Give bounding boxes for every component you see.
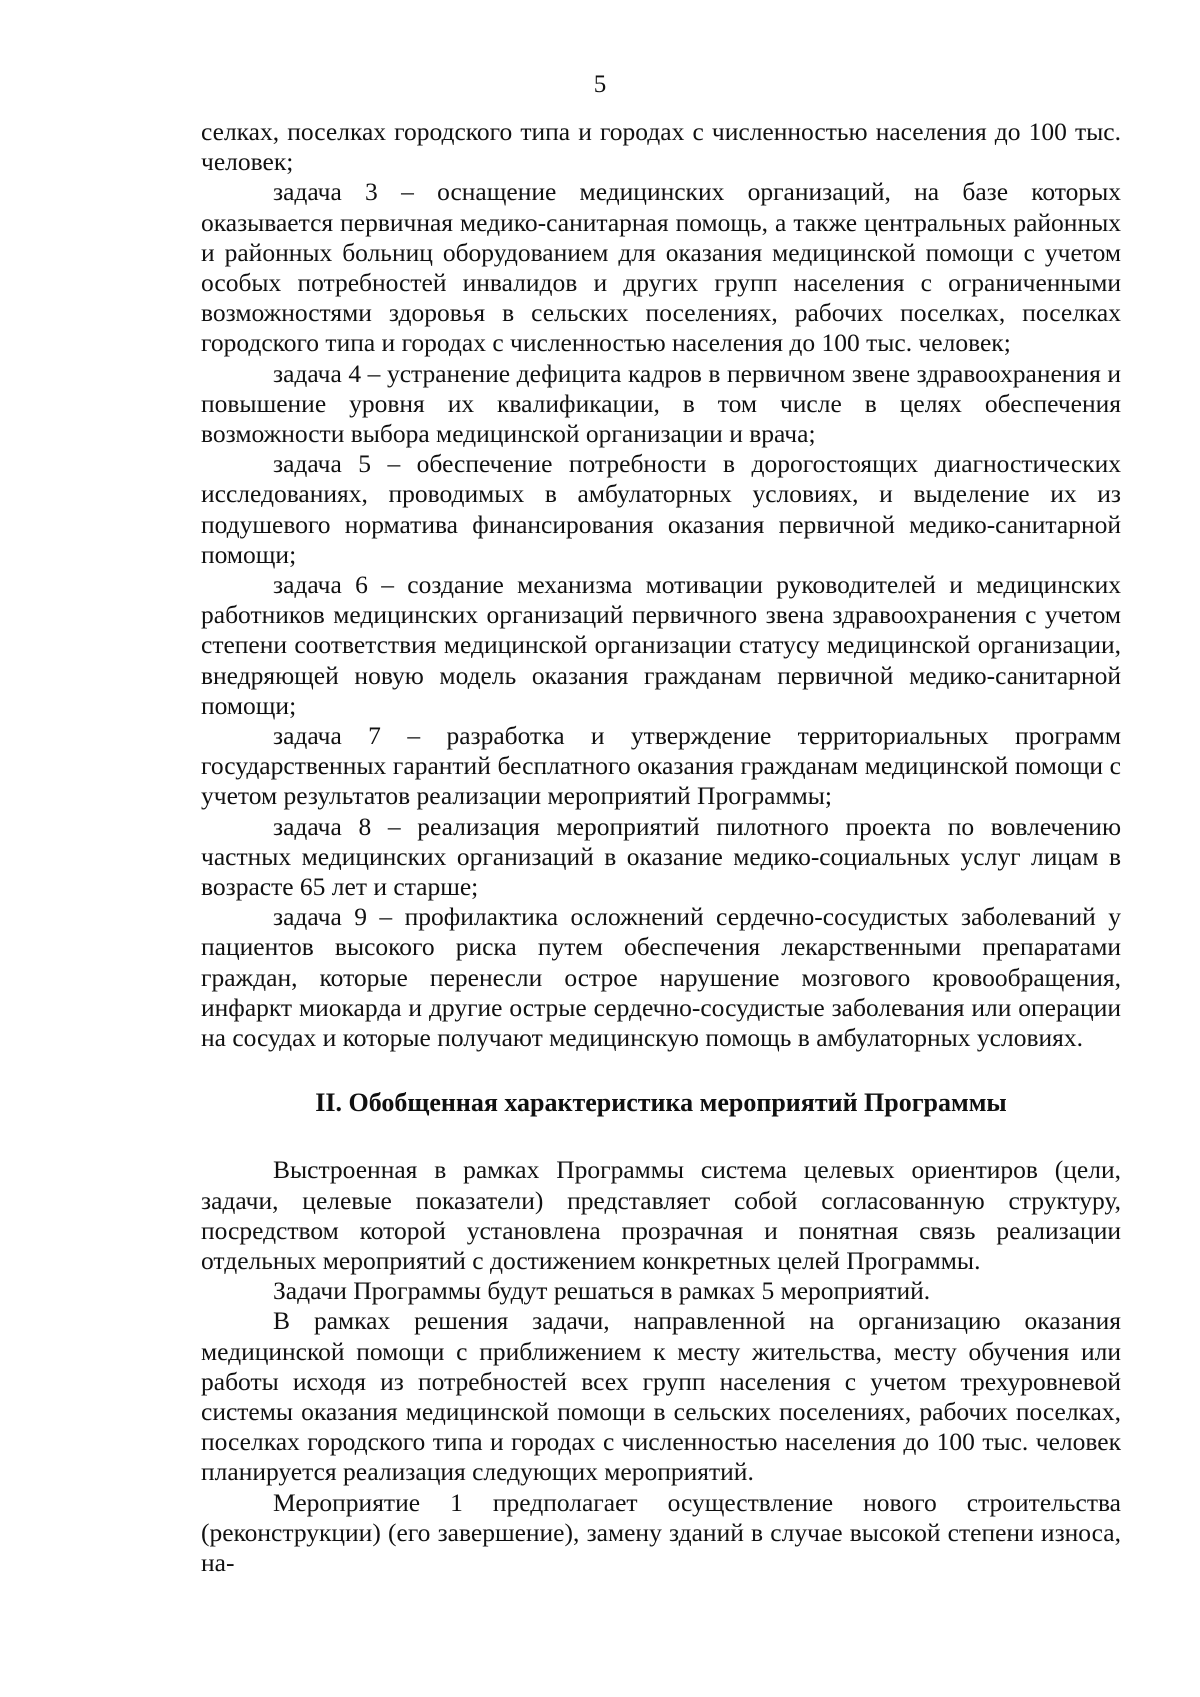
paragraph-task-8: задача 8 – реализация мероприятий пилотного проекта по вовлечению частных медицинских организаций в оказание медико-социальных услуг лицам в возрасте 65 лет и старше; <box>201 811 1121 902</box>
paragraph-task-5: задача 5 – обеспечение потребности в дорогостоящих диагностических исследованиях, проводимых в амбулаторных условиях, и выделение их из подушевого норматива финансирования оказания первичной медико-санитарной помощи; <box>201 449 1121 569</box>
section-heading: II. Обобщенная характеристика мероприятий Программы <box>315 1088 1007 1118</box>
paragraph-task-4: задача 4 – устранение дефицита кадров в первичном звене здравоохранения и повышение уровня их квалификации, в том числе в целях обеспечения возможности выбора медицинской организации и врача; <box>201 358 1121 449</box>
paragraph-task-6: задача 6 – создание механизма мотивации руководителей и медицинских работников медицинских организаций первичного звена здравоохранения с учетом степени соответствия медицинской организации статусу медицинской организации, внедряющей новую модель оказания гражданам первичной медико-санитарной помощи; <box>201 570 1121 720</box>
paragraph-task-7: задача 7 – разработка и утверждение территориальных программ государственных гарантий бесплатного оказания гражданам медицинской помощи с учетом результатов реализации мероприятий Программы; <box>201 721 1121 811</box>
paragraph-continuation: селках, поселках городского типа и городах с численностью населения до 100 тыс. человек; <box>201 117 1121 177</box>
page-number: 5 <box>593 71 607 98</box>
paragraph-tasks-count: Задачи Программы будут решаться в рамках 5 мероприятий. <box>273 1276 931 1306</box>
paragraph-task-9: задача 9 – профилактика осложнений сердечно-сосудистых заболеваний у пациентов высокого риска путем обеспечения лекарственными препаратами граждан, которые перенесли острое нарушение мозгового кровообращения, инфаркт миокарда и другие острые сердечно-сосудистые заболевания или операции на сосудах и которые получают медицинскую помощь в амбулаторных условиях. <box>201 902 1121 1053</box>
paragraph-planned-measures: В рамках решения задачи, направленной на организацию оказания медицинской помощи с приближением к месту жительства, месту обучения или работы исходя из потребностей всех групп населения с учетом трехуровневой системы оказания медицинской помощи в сельских поселениях, рабочих поселках, поселках городского типа и городах с численностью населения до 100 тыс. человек планируется реализация следующих мероприятий. <box>201 1306 1121 1487</box>
paragraph-task-3: задача 3 – оснащение медицинских организаций, на базе которых оказывается первичная медико-санитарная помощь, а также центральных районных и районных больниц оборудованием для оказания медицинской помощи с учетом особых потребностей инвалидов и других групп населения с ограниченными возможностями здоровья в сельских поселениях, рабочих поселках, поселках городского типа и городах с численностью населения до 100 тыс. человек; <box>201 177 1121 358</box>
paragraph-system-overview: Выстроенная в рамках Программы система целевых ориентиров (цели, задачи, целевые показатели) представляет собой согласованную структуру, посредством которой установлена прозрачная и понятная связь реализации отдельных мероприятий с достижением конкретных целей Программы. <box>201 1155 1121 1275</box>
document-body <box>201 117 1121 1578</box>
paragraph-measure-1: Мероприятие 1 предполагает осуществление нового строительства (реконструкции) (его завершение), замену зданий в случае высокой степени износа, на- <box>201 1487 1121 1577</box>
